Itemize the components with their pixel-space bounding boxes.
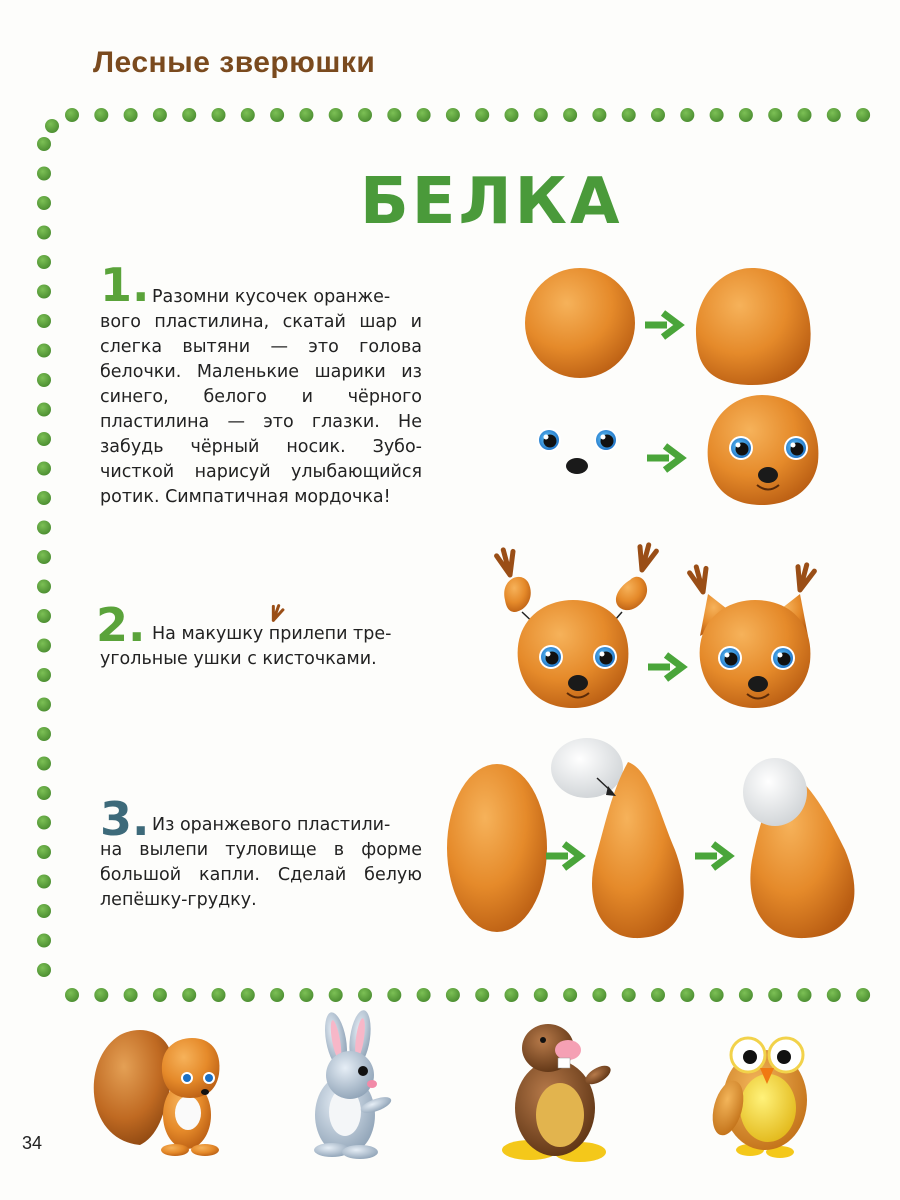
orange-ball-figure (525, 268, 635, 378)
step-3-text-rest: на вылепи туловище в форме большой капли. Сделай белую лепёшку-грудку. (100, 840, 422, 910)
rabbit-figure (314, 1009, 393, 1159)
step-number-1: 1. (100, 258, 150, 312)
page-number: 34 (22, 1133, 43, 1153)
arrow-icon (695, 844, 729, 868)
step-number-2: 2. (96, 598, 146, 652)
step-number-3: 3. (100, 792, 150, 846)
step-2-text-rest: угольные ушки с кисточками. (100, 649, 377, 669)
eyes-and-nose-figure (537, 428, 618, 474)
owl-figure (707, 1038, 807, 1158)
arrow-icon (645, 313, 679, 337)
arrow-icon (546, 844, 580, 868)
step-3-first-line: Из оранжевого пластили- (152, 815, 391, 835)
drop-body-figure (551, 738, 684, 938)
beaver-figure (502, 1024, 614, 1162)
oval-body-figure (447, 764, 547, 932)
step-1-text-rest: вого пластилина, скатай шар и слегка вытяни — это голова белочки. Маленькие шарики из синего, белого и чёрного пластилина — это глазки. Не забудь чёрный носик. Зубо-чисткой нарисуй улыбающийся ротик. Симпатичная мордочка! (100, 312, 422, 507)
section-title: Лесные зверюшки (93, 46, 376, 79)
arrow-icon (648, 655, 682, 679)
body-with-chest-figure (743, 758, 854, 938)
head-shape-figure (696, 268, 811, 385)
step-1-first-line: Разомни кусочек оранже- (152, 287, 391, 307)
squirrel-face-figure (708, 395, 819, 505)
arrow-icon (647, 446, 681, 470)
squirrel-head-with-ears-figure (689, 563, 816, 708)
squirrel-face-figure (518, 600, 629, 708)
main-title: БЕЛКА (360, 165, 623, 239)
step-2-first-line: На макушку прилепи тре- (152, 624, 392, 644)
squirrel-figure (0, 598, 284, 1156)
